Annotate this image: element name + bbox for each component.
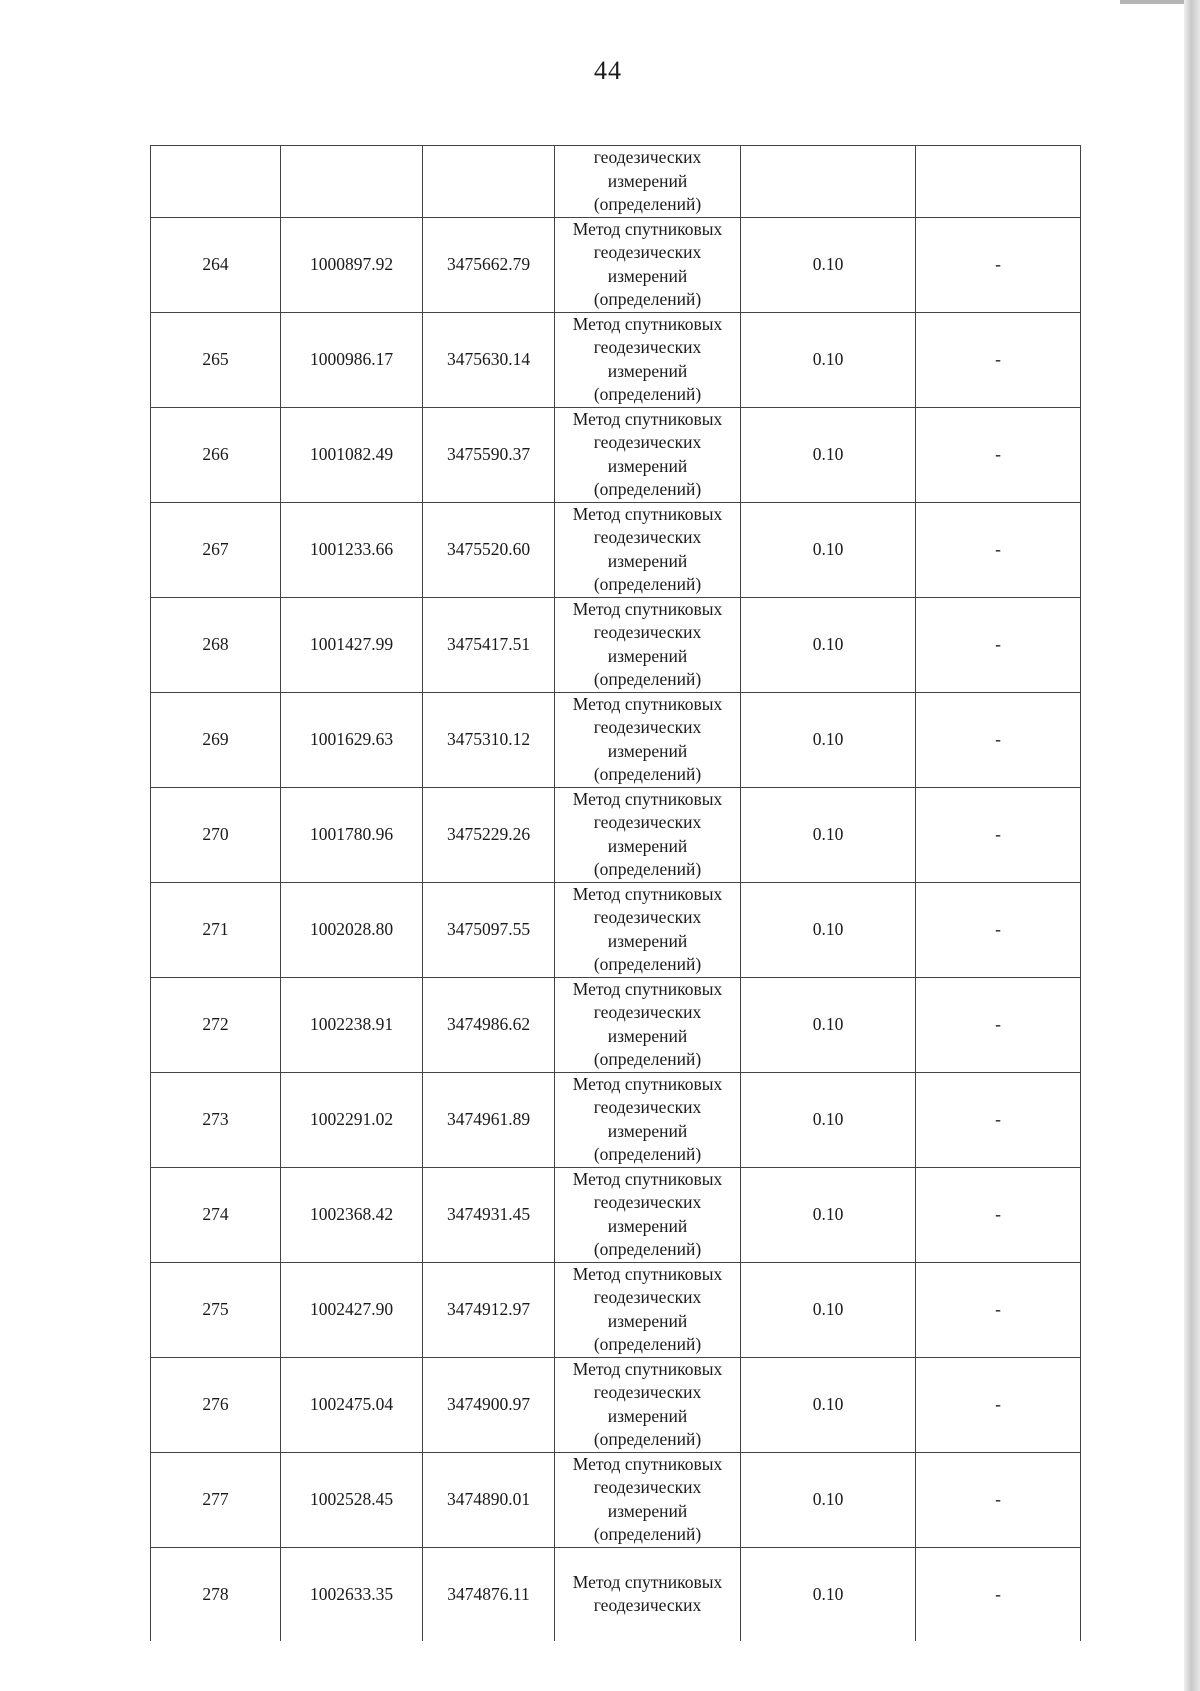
method-text xyxy=(557,693,738,787)
method-line: измерений xyxy=(607,1500,688,1521)
cell-x: 1002238.91 xyxy=(281,977,423,1072)
method-text xyxy=(557,408,738,502)
method-line: (определений) xyxy=(593,194,702,214)
cell-num: 270 xyxy=(151,787,281,882)
cell-accuracy: 0.10 xyxy=(741,1547,916,1641)
cell-accuracy: 0.10 xyxy=(741,1167,916,1262)
table-row xyxy=(151,502,1081,597)
method-line: Метод спутниковых xyxy=(572,313,723,334)
cell-accuracy: 0.10 xyxy=(741,787,916,882)
table-row xyxy=(151,1167,1081,1262)
cell-method xyxy=(555,1547,741,1641)
cell-accuracy: 0.10 xyxy=(741,217,916,312)
method-line: Метод спутниковых xyxy=(572,598,723,619)
method-line: измерений xyxy=(607,455,688,476)
method-text xyxy=(557,883,738,977)
table-row-continuation xyxy=(151,146,1081,218)
method-line: Метод спутниковых xyxy=(572,978,723,999)
coordinates-table xyxy=(150,145,1081,1641)
method-line: Метод спутниковых xyxy=(572,408,723,429)
cell-method xyxy=(555,1262,741,1357)
cell-x: 1002291.02 xyxy=(281,1072,423,1167)
cell-y: 3475662.79 xyxy=(423,217,555,312)
method-line: Метод спутниковых xyxy=(572,1358,723,1379)
method-line: (определений) xyxy=(593,1049,702,1069)
method-text xyxy=(557,313,738,407)
cell-y: 3475590.37 xyxy=(423,407,555,502)
cell-x: 1002475.04 xyxy=(281,1357,423,1452)
cell-num: 266 xyxy=(151,407,281,502)
method-text xyxy=(557,978,738,1072)
cell-y: 3474961.89 xyxy=(423,1072,555,1167)
method-text xyxy=(557,1263,738,1357)
method-line: Метод спутниковых xyxy=(572,693,723,714)
cell-x: 1001780.96 xyxy=(281,787,423,882)
method-line: (определений) xyxy=(593,384,702,404)
method-line: геодезических xyxy=(593,1097,702,1117)
method-line: измерений xyxy=(607,1405,688,1426)
cell-accuracy xyxy=(741,146,916,218)
table-row xyxy=(151,312,1081,407)
cell-num: 265 xyxy=(151,312,281,407)
method-line: измерений xyxy=(607,550,688,571)
method-line: измерений xyxy=(607,930,688,951)
cell-accuracy: 0.10 xyxy=(741,1357,916,1452)
method-line: Метод спутниковых xyxy=(572,788,723,809)
method-line: геодезических xyxy=(593,622,702,642)
method-line: (определений) xyxy=(593,1239,702,1259)
table-body xyxy=(151,146,1081,1642)
cell-method xyxy=(555,787,741,882)
cell-accuracy: 0.10 xyxy=(741,312,916,407)
cell-y: 3475630.14 xyxy=(423,312,555,407)
cell-y: 3475097.55 xyxy=(423,882,555,977)
cell-y: 3474931.45 xyxy=(423,1167,555,1262)
cell-extra: - xyxy=(916,1072,1081,1167)
cell-num: 277 xyxy=(151,1452,281,1547)
cell-y: 3474890.01 xyxy=(423,1452,555,1547)
method-line: измерений xyxy=(607,360,688,381)
cell-y: 3475310.12 xyxy=(423,692,555,787)
cell-x: 1000986.17 xyxy=(281,312,423,407)
method-line: геодезических xyxy=(593,242,702,262)
cell-extra: - xyxy=(916,217,1081,312)
method-line: измерений xyxy=(607,1120,688,1141)
cell-y: 3475417.51 xyxy=(423,597,555,692)
table-row xyxy=(151,217,1081,312)
cell-method xyxy=(555,146,741,218)
page-number: 44 xyxy=(594,56,622,85)
cell-method xyxy=(555,882,741,977)
method-line: геодезических xyxy=(593,1477,702,1497)
cell-accuracy: 0.10 xyxy=(741,1452,916,1547)
cell-num: 264 xyxy=(151,217,281,312)
cell-y: 3475229.26 xyxy=(423,787,555,882)
method-line: (определений) xyxy=(593,1524,702,1544)
cell-extra: - xyxy=(916,502,1081,597)
method-line: измерений xyxy=(607,740,688,761)
cell-num: 273 xyxy=(151,1072,281,1167)
cell-method xyxy=(555,312,741,407)
cell-num: 271 xyxy=(151,882,281,977)
cell-y: 3474912.97 xyxy=(423,1262,555,1357)
method-text xyxy=(557,1358,738,1452)
cell-method xyxy=(555,1167,741,1262)
cell-x: 1001427.99 xyxy=(281,597,423,692)
method-text xyxy=(557,1073,738,1167)
cell-num: 274 xyxy=(151,1167,281,1262)
table-row xyxy=(151,1262,1081,1357)
method-line: измерений xyxy=(607,170,688,191)
cell-x: 1002427.90 xyxy=(281,1262,423,1357)
method-line: Метод спутниковых xyxy=(572,1571,723,1592)
method-line: (определений) xyxy=(593,1144,702,1164)
method-text xyxy=(557,218,738,312)
method-text xyxy=(557,788,738,882)
cell-x: 1002528.45 xyxy=(281,1452,423,1547)
cell-y: 3474876.11 xyxy=(423,1547,555,1641)
method-line: измерений xyxy=(607,645,688,666)
cell-extra: - xyxy=(916,1452,1081,1547)
method-line: геодезических xyxy=(593,527,702,547)
cell-extra: - xyxy=(916,312,1081,407)
cell-method xyxy=(555,977,741,1072)
cell-extra: - xyxy=(916,1262,1081,1357)
cell-accuracy: 0.10 xyxy=(741,1072,916,1167)
cell-extra: - xyxy=(916,407,1081,502)
method-line: (определений) xyxy=(593,289,702,309)
cell-method xyxy=(555,1357,741,1452)
table-row xyxy=(151,692,1081,787)
method-text xyxy=(557,598,738,692)
method-line: измерений xyxy=(607,835,688,856)
method-text xyxy=(557,503,738,597)
cell-extra: - xyxy=(916,977,1081,1072)
cell-accuracy: 0.10 xyxy=(741,977,916,1072)
cell-x: 1001082.49 xyxy=(281,407,423,502)
cell-x: 1002633.35 xyxy=(281,1547,423,1641)
method-text xyxy=(557,1453,738,1547)
method-line: Метод спутниковых xyxy=(572,1073,723,1094)
cell-method xyxy=(555,1072,741,1167)
cell-x: 1002368.42 xyxy=(281,1167,423,1262)
cell-accuracy: 0.10 xyxy=(741,1262,916,1357)
method-line: измерений xyxy=(607,1215,688,1236)
table-row xyxy=(151,882,1081,977)
scan-edge-mark xyxy=(1120,0,1184,4)
table-row xyxy=(151,1452,1081,1547)
table-row xyxy=(151,1072,1081,1167)
method-line: (определений) xyxy=(593,954,702,974)
method-line: геодезических xyxy=(593,337,702,357)
table-row xyxy=(151,407,1081,502)
cell-num: 272 xyxy=(151,977,281,1072)
method-line: геодезических xyxy=(593,432,702,452)
cell-method xyxy=(555,1452,741,1547)
cell-extra: - xyxy=(916,1167,1081,1262)
method-line: Метод спутниковых xyxy=(572,1453,723,1474)
cell-num: 267 xyxy=(151,502,281,597)
method-line: геодезических xyxy=(593,1382,702,1402)
cell-x xyxy=(281,146,423,218)
method-line: измерений xyxy=(607,1310,688,1331)
cell-extra: - xyxy=(916,1547,1081,1641)
cell-extra: - xyxy=(916,692,1081,787)
method-line: (определений) xyxy=(593,479,702,499)
method-line: (определений) xyxy=(593,574,702,594)
cell-num xyxy=(151,146,281,218)
cell-y: 3474900.97 xyxy=(423,1357,555,1452)
method-line: геодезических xyxy=(593,147,702,167)
cell-num: 269 xyxy=(151,692,281,787)
method-line: измерений xyxy=(607,1025,688,1046)
method-line: измерений xyxy=(607,265,688,286)
cell-extra: - xyxy=(916,882,1081,977)
cell-y xyxy=(423,146,555,218)
cell-method xyxy=(555,217,741,312)
table-row xyxy=(151,1547,1081,1641)
cell-num: 275 xyxy=(151,1262,281,1357)
method-line: Метод спутниковых xyxy=(572,218,723,239)
cell-method xyxy=(555,597,741,692)
method-line: геодезических xyxy=(593,1002,702,1022)
cell-accuracy: 0.10 xyxy=(741,882,916,977)
cell-num: 278 xyxy=(151,1547,281,1641)
cell-accuracy: 0.10 xyxy=(741,407,916,502)
cell-x: 1000897.92 xyxy=(281,217,423,312)
cell-x: 1001233.66 xyxy=(281,502,423,597)
table-row xyxy=(151,597,1081,692)
method-line: (определений) xyxy=(593,1334,702,1354)
cell-extra: - xyxy=(916,597,1081,692)
method-line: (определений) xyxy=(593,669,702,689)
method-line: геодезических xyxy=(593,907,702,927)
method-line: (определений) xyxy=(593,764,702,784)
cell-y: 3475520.60 xyxy=(423,502,555,597)
cell-num: 268 xyxy=(151,597,281,692)
table-row xyxy=(151,787,1081,882)
method-line: (определений) xyxy=(593,859,702,879)
method-line: Метод спутниковых xyxy=(572,503,723,524)
table-row xyxy=(151,1357,1081,1452)
cell-accuracy: 0.10 xyxy=(741,692,916,787)
cell-accuracy: 0.10 xyxy=(741,502,916,597)
method-line: геодезических xyxy=(593,1595,702,1616)
method-text xyxy=(557,1168,738,1262)
method-text xyxy=(557,1571,738,1618)
method-line: геодезических xyxy=(593,1287,702,1307)
cell-method xyxy=(555,502,741,597)
scan-edge xyxy=(1184,0,1200,1691)
cell-x: 1002028.80 xyxy=(281,882,423,977)
cell-y: 3474986.62 xyxy=(423,977,555,1072)
cell-extra: - xyxy=(916,787,1081,882)
method-line: геодезических xyxy=(593,717,702,737)
cell-num: 276 xyxy=(151,1357,281,1452)
method-line: Метод спутниковых xyxy=(572,1263,723,1284)
method-line: (определений) xyxy=(593,1429,702,1449)
method-line: геодезических xyxy=(593,812,702,832)
cell-accuracy: 0.10 xyxy=(741,597,916,692)
method-line: Метод спутниковых xyxy=(572,1168,723,1189)
cell-extra xyxy=(916,146,1081,218)
table-row xyxy=(151,977,1081,1072)
cell-x: 1001629.63 xyxy=(281,692,423,787)
method-line: геодезических xyxy=(593,1192,702,1212)
cell-method xyxy=(555,407,741,502)
method-line: Метод спутниковых xyxy=(572,883,723,904)
cell-method xyxy=(555,692,741,787)
cell-extra: - xyxy=(916,1357,1081,1452)
